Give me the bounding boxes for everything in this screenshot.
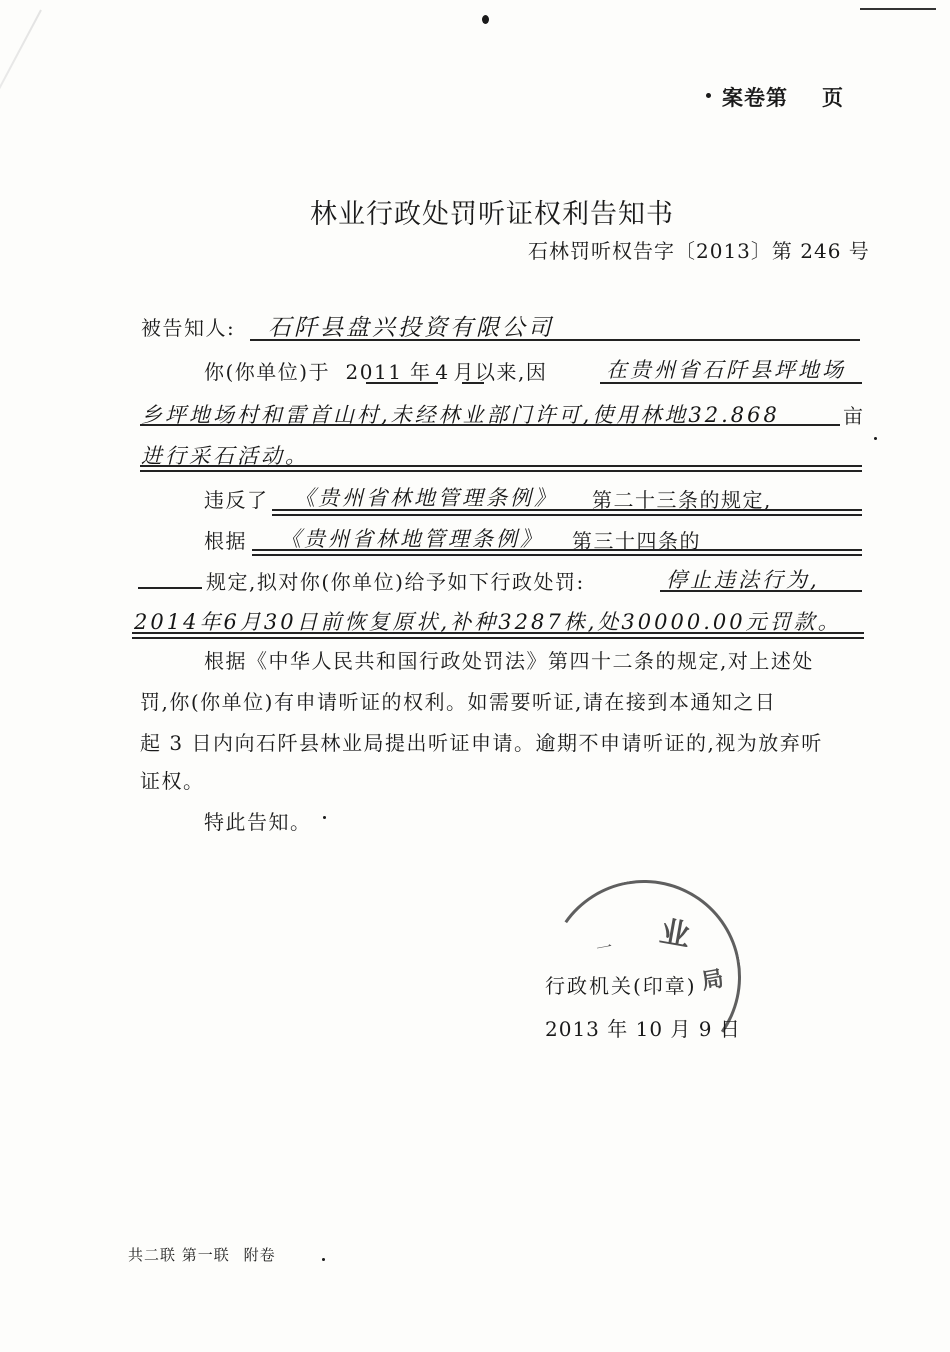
- case-page-label: 案卷第 页: [722, 86, 844, 110]
- scan-dot: [482, 15, 489, 24]
- scan-dot: [874, 437, 877, 440]
- violated-law: 《贵州省林地管理条例》: [294, 486, 558, 510]
- underline: [462, 382, 484, 384]
- issuing-authority: 行政机关(印章): [545, 974, 697, 998]
- official-seal: 业 局 一: [532, 865, 757, 1090]
- issue-date: 2013 年 10 月 9 日: [545, 1017, 741, 1041]
- rights-line-3: 起 3 日内向石阡县林业局提出听证申请。逾期不申请听证的,视为放弃听: [140, 731, 823, 755]
- area-unit: 亩: [843, 404, 865, 428]
- document-number: 石林罚听权告字〔2013〕第 246 号: [528, 239, 870, 263]
- violated-article: 第二十三条的规定,: [592, 488, 772, 512]
- underline: [600, 382, 862, 384]
- underline: [660, 590, 862, 592]
- rights-line-1: 根据《中华人民共和国行政处罚法》第四十二条的规定,对上述处: [204, 649, 814, 673]
- basis-law: 《贵州省林地管理条例》: [280, 527, 544, 551]
- underline: [132, 632, 864, 634]
- underline: [272, 509, 862, 511]
- fact-activity: 进行采石活动。: [141, 444, 309, 468]
- fact-location: 在贵州省石阡县坪地场: [606, 358, 846, 382]
- rights-line-2: 罚,你(你单位)有申请听证的权利。如需要听证,请在接到本通知之日: [140, 690, 777, 714]
- scan-smear: [0, 10, 42, 214]
- violation-prefix: 违反了: [204, 488, 269, 512]
- underline: [140, 424, 840, 426]
- scan-mark-line: [860, 8, 936, 10]
- fact-detail: 乡坪地场村和雷首山村,未经林业部门许可,使用林地32.868: [141, 403, 780, 427]
- penalty-item-stop: 停止违法行为,: [666, 568, 820, 592]
- basis-prefix: 根据: [204, 529, 247, 553]
- document-title: 林业行政处罚听证权利告知书: [310, 199, 674, 230]
- recipient-label: 被告知人:: [141, 316, 236, 340]
- underline: [366, 382, 438, 384]
- underline: [250, 339, 860, 341]
- underline: [140, 465, 862, 467]
- underline: [138, 587, 202, 589]
- recipient-name: 石阡县盘兴投资有限公司: [268, 315, 554, 341]
- scan-dot: [322, 1258, 325, 1261]
- penalty-details: 2014年6月30日前恢复原状,补种3287株,处30000.00元罚款。: [134, 610, 842, 634]
- fact-intro: 你(你单位)于 2011 年 4 月以来,因: [204, 360, 548, 384]
- underline: [252, 549, 862, 551]
- footer-copies: 共二联 第一联 附卷: [128, 1246, 276, 1264]
- scan-dot: [323, 816, 326, 819]
- basis-article: 第三十四条的: [572, 529, 701, 553]
- penalty-prefix: 规定,拟对你(你单位)给予如下行政处罚:: [206, 570, 585, 594]
- rights-line-4: 证权。: [140, 769, 205, 793]
- closing-text: 特此告知。: [204, 810, 312, 834]
